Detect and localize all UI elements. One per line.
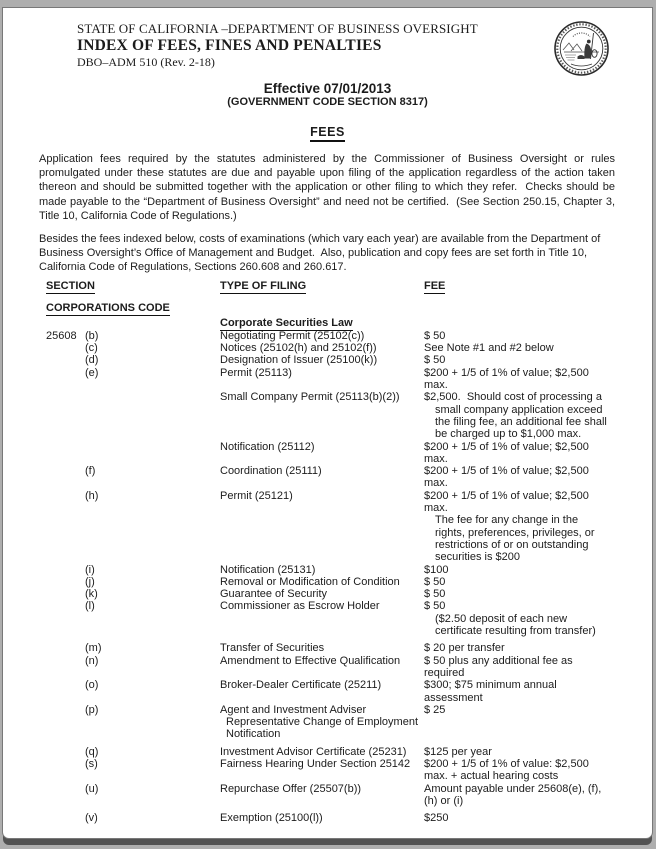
intro-paragraph-2: Besides the fees indexed below, costs of examinations (which vary each year) are available from the Department of Business Oversight’s Office of Management and Budget. Also, publication and copy fees are set forth in Title 10, California Code of Regulations, Sections 260.608 and 260.617. xyxy=(39,233,604,274)
section-cell xyxy=(46,477,85,489)
table-line xyxy=(46,551,644,563)
filing-cell: Amendment to Effective Qualification xyxy=(220,654,401,667)
letter-cell: (e) xyxy=(85,366,99,379)
letter-cell xyxy=(85,391,220,403)
fee-cell: $200 + 1/5 of 1% of value: $2,500 xyxy=(424,757,589,770)
section-cell xyxy=(46,642,85,654)
table-line xyxy=(46,795,644,807)
table-line xyxy=(46,527,644,539)
filing-cell xyxy=(220,514,424,526)
section-cell xyxy=(46,746,85,758)
filing-cell: Notification (25112) xyxy=(220,440,315,453)
table-line xyxy=(46,692,644,704)
table-line xyxy=(46,477,644,489)
table-line xyxy=(46,576,644,588)
table-line xyxy=(46,655,644,667)
letter-cell xyxy=(85,716,220,728)
letter-cell xyxy=(85,527,220,539)
table-line xyxy=(46,613,644,625)
fee-cell: $200 + 1/5 of 1% of value; $2,500 xyxy=(424,440,589,453)
table-line xyxy=(46,770,644,782)
section-cell xyxy=(46,728,85,740)
table-line xyxy=(46,514,644,526)
fee-cell: max. xyxy=(424,477,448,490)
letter-cell xyxy=(85,428,220,440)
section-cell xyxy=(46,795,85,807)
fee-cell: (h) or (i) xyxy=(424,794,464,807)
fee-cell: $ 50 xyxy=(424,575,446,588)
letter-cell xyxy=(85,514,220,526)
filing-cell xyxy=(220,551,424,563)
section-cell xyxy=(46,465,85,477)
letter-cell: (c) xyxy=(85,342,98,355)
fee-cell: $250 xyxy=(424,812,449,825)
letter-cell: (f) xyxy=(85,465,96,478)
fee-table-lines xyxy=(46,330,644,825)
section-cell xyxy=(46,716,85,728)
filing-cell: Small Company Permit (25113(b)(2)) xyxy=(220,391,400,404)
effective-date-line: Effective 07/01/2013 xyxy=(263,81,392,96)
section-cell xyxy=(46,342,85,354)
letter-cell xyxy=(85,667,220,679)
letter-cell: (h) xyxy=(85,489,99,502)
fee-cell xyxy=(424,716,644,728)
letter-cell xyxy=(85,441,220,453)
fee-cell: $ 50 xyxy=(424,354,446,367)
filing-cell: Notification xyxy=(226,728,281,741)
fee-cell: $ 50 plus any additional fee as xyxy=(424,654,573,667)
section-cell xyxy=(46,770,85,782)
filing-cell: Broker-Dealer Certificate (25211) xyxy=(220,679,382,692)
letter-cell xyxy=(85,416,220,428)
section-cell xyxy=(46,655,85,667)
fee-cell: $2,500. Should cost of processing a xyxy=(424,391,602,404)
filing-cell xyxy=(220,770,424,782)
filing-cell: Agent and Investment Adviser xyxy=(220,703,367,716)
section-cell xyxy=(46,514,85,526)
fee-cell: the filing fee, an additional fee shall xyxy=(435,415,607,428)
letter-cell: (l) xyxy=(85,600,95,613)
filing-cell xyxy=(220,795,424,807)
fees-section-heading: FEES xyxy=(3,123,652,142)
fee-cell: max. xyxy=(424,502,448,515)
letter-cell xyxy=(85,453,220,465)
table-line xyxy=(46,716,644,728)
table-line xyxy=(46,625,644,637)
table-line xyxy=(46,416,644,428)
letter-cell: (u) xyxy=(85,782,99,795)
section-cell xyxy=(46,692,85,704)
letter-cell: (b) xyxy=(85,329,99,342)
fee-cell: securities is $200 xyxy=(435,551,520,564)
letter-cell xyxy=(85,404,220,416)
section-cell xyxy=(46,613,85,625)
section-cell xyxy=(46,758,85,770)
letter-cell: (p) xyxy=(85,703,99,716)
filing-cell: Notices (25102(h) and 25102(f)) xyxy=(220,342,377,355)
filing-cell xyxy=(220,613,424,625)
fee-cell: $ 50 xyxy=(424,600,446,613)
letter-cell xyxy=(85,379,220,391)
filing-cell: Fairness Hearing Under Section 25142 xyxy=(220,757,411,770)
filing-cell xyxy=(220,404,424,416)
section-cell xyxy=(46,441,85,453)
column-header-section: SECTION xyxy=(46,280,95,292)
fee-cell: $300; $75 minimum annual xyxy=(424,679,557,692)
filing-cell: Permit (25113) xyxy=(220,366,292,379)
fee-cell: $200 + 1/5 of 1% of value; $2,500 xyxy=(424,489,589,502)
fee-cell: $ 50 xyxy=(424,588,446,601)
section-cell xyxy=(46,379,85,391)
fee-cell: max. xyxy=(424,379,448,392)
table-line xyxy=(46,391,644,403)
letter-cell xyxy=(85,502,220,514)
document-page xyxy=(2,7,653,839)
filing-cell: Repurchase Offer (25507(b)) xyxy=(220,782,362,795)
filing-cell: Designation of Issuer (25100(k)) xyxy=(220,354,378,367)
fee-cell: $200 + 1/5 of 1% of value; $2,500 xyxy=(424,465,589,478)
table-line xyxy=(46,746,644,758)
letter-cell: (d) xyxy=(85,354,99,367)
fee-cell: $200 + 1/5 of 1% of value; $2,500 xyxy=(424,366,589,379)
fee-cell: restrictions of or on outstanding xyxy=(435,538,589,551)
effective-heading xyxy=(3,81,652,109)
letter-cell xyxy=(85,613,220,625)
table-line xyxy=(46,642,644,654)
fee-cell: be charged up to $1,000 max. xyxy=(435,428,582,441)
section-cell xyxy=(46,367,85,379)
fee-cell: $ 50 xyxy=(424,329,446,342)
section-cell xyxy=(46,416,85,428)
fee-cell: max. + actual hearing costs xyxy=(424,770,559,783)
filing-cell xyxy=(220,539,424,551)
section-cell xyxy=(46,576,85,588)
document-header xyxy=(77,21,478,70)
table-line xyxy=(46,367,644,379)
filing-cell: Permit (25121) xyxy=(220,489,293,502)
filing-cell: Guarantee of Security xyxy=(220,588,328,601)
fee-cell: rights, preferences, privileges, or xyxy=(435,526,595,539)
fee-cell xyxy=(424,728,644,740)
california-state-seal-icon xyxy=(553,20,610,77)
table-line xyxy=(46,490,644,502)
filing-cell xyxy=(220,625,424,637)
filing-cell xyxy=(220,379,424,391)
fee-cell: small company application exceed xyxy=(435,403,603,416)
filing-cell: Notification (25131) xyxy=(220,563,316,576)
filing-cell: Transfer of Securities xyxy=(220,642,325,655)
letter-cell: (s) xyxy=(85,757,98,770)
table-line xyxy=(46,679,644,691)
section-cell xyxy=(46,600,85,612)
table-line xyxy=(46,728,644,740)
table-line xyxy=(46,330,644,342)
table-line xyxy=(46,564,644,576)
fee-cell: assessment xyxy=(424,691,483,704)
filing-cell: Commissioner as Escrow Holder xyxy=(220,600,380,613)
column-header-filing: TYPE OF FILING xyxy=(220,280,307,292)
table-line xyxy=(46,404,644,416)
filing-cell xyxy=(220,416,424,428)
filing-cell xyxy=(220,477,424,489)
letter-cell: (q) xyxy=(85,745,99,758)
table-line xyxy=(46,783,644,795)
fee-cell: $ 20 per transfer xyxy=(424,642,505,655)
section-cell xyxy=(46,391,85,403)
section-cell xyxy=(46,490,85,502)
section-cell: 25608 xyxy=(46,329,77,342)
fee-cell: max. xyxy=(424,452,448,465)
table-line xyxy=(46,588,644,600)
section-cell xyxy=(46,404,85,416)
filing-cell xyxy=(220,692,424,704)
section-cell xyxy=(46,679,85,691)
filing-cell xyxy=(220,453,424,465)
section-cell xyxy=(46,527,85,539)
filing-cell: Exemption (25100(l)) xyxy=(220,812,323,825)
letter-cell: (k) xyxy=(85,588,98,601)
section-cell xyxy=(46,453,85,465)
letter-cell: (m) xyxy=(85,642,102,655)
group-heading-row xyxy=(46,302,644,314)
agency-line: STATE OF CALIFORNIA –DEPARTMENT OF BUSINESS OVERSIGHT xyxy=(77,21,478,36)
filing-cell xyxy=(220,527,424,539)
section-cell xyxy=(46,812,85,824)
filing-cell xyxy=(220,428,424,440)
filing-cell xyxy=(220,667,424,679)
table-line xyxy=(46,704,644,716)
fee-cell: $100 xyxy=(424,563,449,576)
section-cell xyxy=(46,564,85,576)
table-line xyxy=(46,428,644,440)
fee-cell: The fee for any change in the xyxy=(435,514,579,527)
fee-table xyxy=(46,280,644,824)
section-cell xyxy=(46,539,85,551)
section-cell xyxy=(46,428,85,440)
filing-cell xyxy=(220,502,424,514)
section-cell xyxy=(46,588,85,600)
letter-cell: (o) xyxy=(85,679,99,692)
fee-cell: required xyxy=(424,666,465,679)
filing-cell: Investment Advisor Certificate (25231) xyxy=(220,745,407,758)
corporate-securities-law-heading: Corporate Securities Law xyxy=(220,316,353,329)
table-line xyxy=(46,465,644,477)
letter-cell xyxy=(85,625,220,637)
column-header-fee: FEE xyxy=(424,280,446,292)
table-line xyxy=(46,453,644,465)
section-cell xyxy=(46,502,85,514)
form-number: DBO–ADM 510 (Rev. 2-18) xyxy=(77,55,215,69)
fee-cell: See Note #1 and #2 below xyxy=(424,342,554,355)
fee-cell: Amount payable under 25608(e), (f), xyxy=(424,782,602,795)
table-line xyxy=(46,539,644,551)
letter-cell: (j) xyxy=(85,575,95,588)
letter-cell: (v) xyxy=(85,812,98,825)
letter-cell xyxy=(85,692,220,704)
document-title: INDEX OF FEES, FINES AND PENALTIES xyxy=(77,37,382,54)
filing-cell: Removal or Modification of Condition xyxy=(220,575,400,588)
table-line xyxy=(46,667,644,679)
table-line xyxy=(46,758,644,770)
table-line xyxy=(46,600,644,612)
table-line xyxy=(46,812,644,824)
government-code-line: (GOVERNMENT CODE SECTION 8317) xyxy=(227,96,428,108)
filing-cell: Negotiating Permit (25102(c)) xyxy=(220,329,365,342)
fee-cell: $125 per year xyxy=(424,745,492,758)
corporations-code-heading: CORPORATIONS CODE xyxy=(46,302,170,315)
letter-cell xyxy=(85,551,220,563)
section-cell xyxy=(46,354,85,366)
letter-cell xyxy=(85,539,220,551)
letter-cell xyxy=(85,795,220,807)
section-cell xyxy=(46,704,85,716)
section-cell xyxy=(46,551,85,563)
letter-cell: (n) xyxy=(85,654,99,667)
intro-paragraph-1: Application fees required by the statutes administered by the Commissioner of Business Oversight or rules promulgated under these statutes are due and payable upon filing of the application regardless of the action taken thereon and should be submitted together with the application or other filing to which they refer. Checks should be made payable to the “Department of Business Oversight” and need not be certified. (See Section 250.15, Chapter 3, Title 10, California Code of Regulations.) xyxy=(39,153,619,222)
section-cell xyxy=(46,783,85,795)
filing-cell: Representative Change of Employment xyxy=(226,716,418,729)
letter-cell xyxy=(85,770,220,782)
table-line xyxy=(46,342,644,354)
letter-cell xyxy=(85,477,220,489)
table-header-row xyxy=(46,280,644,292)
table-line xyxy=(46,379,644,391)
subgroup-heading-row xyxy=(46,317,644,329)
section-cell xyxy=(46,667,85,679)
section-cell xyxy=(46,625,85,637)
table-line xyxy=(46,502,644,514)
fee-cell: ($2.50 deposit of each new xyxy=(435,612,568,625)
letter-cell: (i) xyxy=(85,563,95,576)
filing-cell: Coordination (25111) xyxy=(220,465,322,478)
fee-cell: certificate resulting from transfer) xyxy=(435,625,596,638)
table-line xyxy=(46,354,644,366)
letter-cell xyxy=(85,728,220,740)
table-line xyxy=(46,441,644,453)
fee-cell: $ 25 xyxy=(424,703,446,716)
